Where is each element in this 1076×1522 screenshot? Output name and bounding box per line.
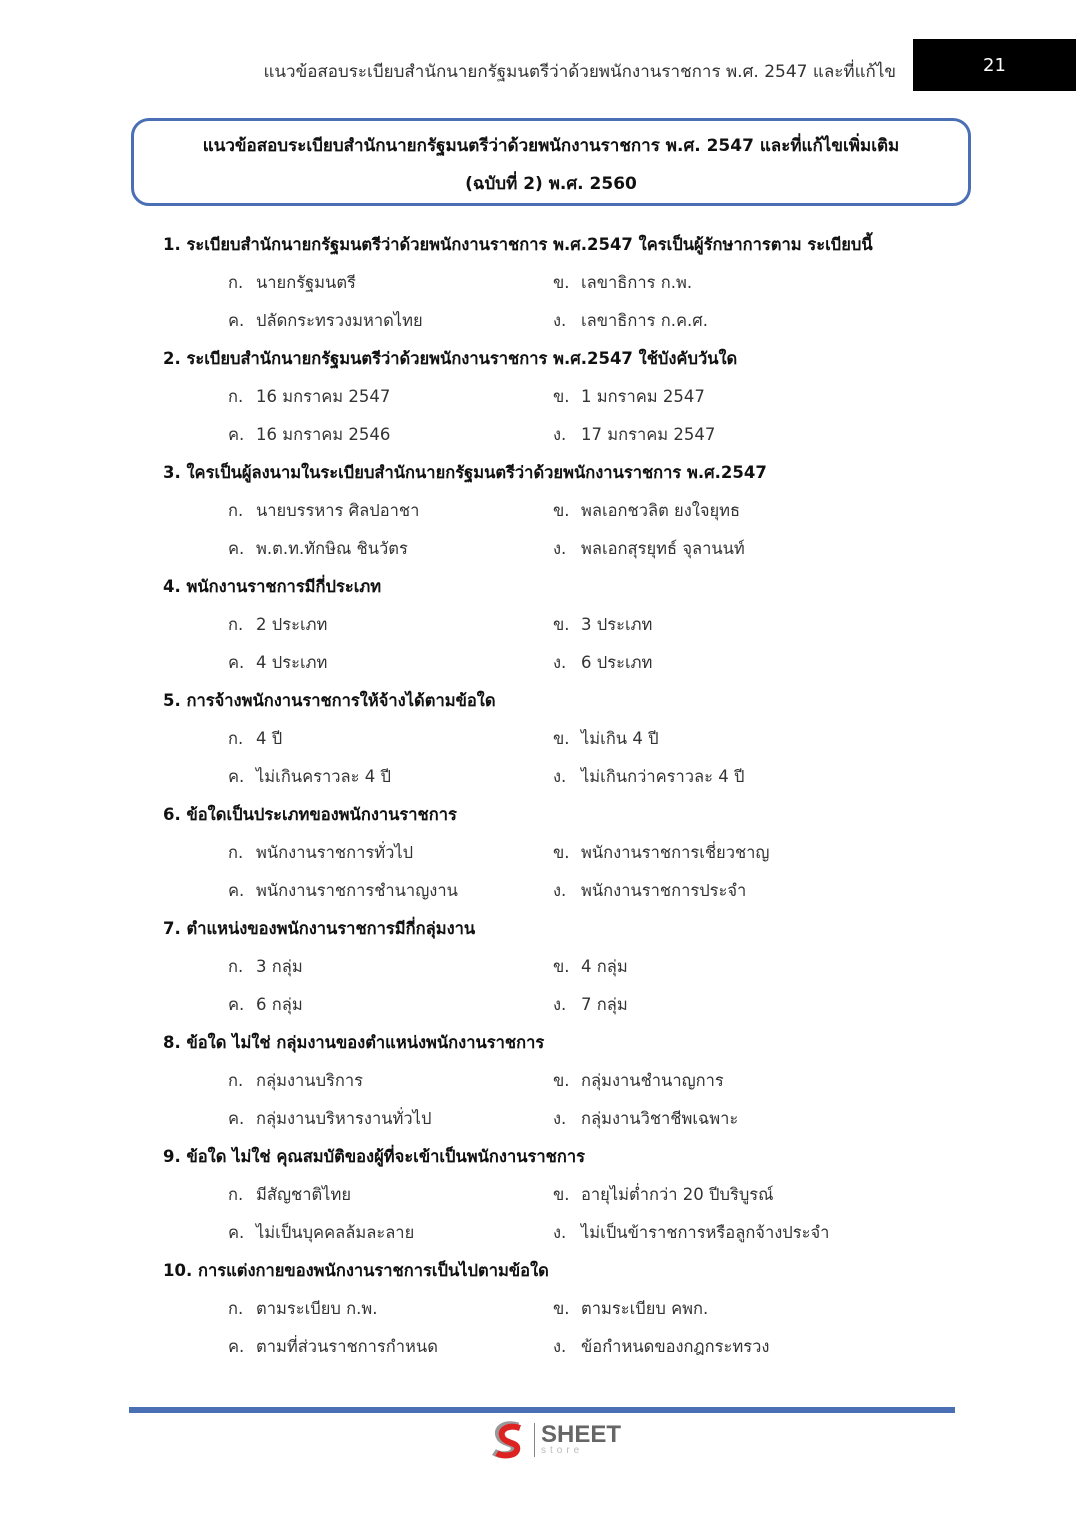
title-line-1: แนวข้อสอบระเบียบสำนักนายกรัฐมนตรีว่าด้วยพนักงานราชการ พ.ศ. 2547 และที่แก้ไขเพิ่มเติม	[202, 136, 900, 156]
answer-option	[228, 422, 390, 448]
running-header: แนวข้อสอบระเบียบสำนักนายกรัฐมนตรีว่าด้วยพนักงานราชการ พ.ศ. 2547 และที่แก้ไข	[263, 62, 896, 82]
option-text: ปลัดกระทรวงมหาดไทย	[256, 311, 423, 330]
answer-option	[553, 878, 746, 904]
option-text: นายบรรหาร ศิลปอาชา	[256, 501, 420, 520]
option-label: ข.	[553, 273, 570, 292]
answer-option	[553, 1106, 738, 1132]
answer-option	[228, 954, 303, 980]
logo-sub: store	[541, 1445, 584, 1456]
question-text: 3. ใครเป็นผู้ลงนามในระเบียบสำนักนายกรัฐมนตรีว่าด้วยพนักงานราชการ พ.ศ.2547	[163, 463, 767, 482]
question-text: 1. ระเบียบสำนักนายกรัฐมนตรีว่าด้วยพนักงานราชการ พ.ศ.2547 ใครเป็นผู้รักษาการตาม ระเบียบนี้	[163, 235, 873, 254]
answer-option	[228, 650, 327, 676]
option-label: ก.	[228, 1071, 244, 1090]
option-text: อายุไม่ต่ำกว่า 20 ปีบริบูรณ์	[581, 1185, 774, 1204]
question-item	[0, 682, 1076, 796]
question-item	[0, 454, 1076, 568]
logo-word: SHEET	[541, 1421, 622, 1448]
option-label: ค.	[228, 653, 245, 672]
page-number: 21	[913, 39, 1076, 91]
answer-option	[553, 612, 652, 638]
answer-option	[553, 1068, 724, 1094]
option-text: กลุ่มงานชำนาญการ	[581, 1071, 724, 1090]
answer-option	[228, 270, 356, 296]
question-text: 10. การแต่งกายของพนักงานราชการเป็นไปตามข้อใด	[163, 1261, 549, 1280]
option-text: ตามระเบียบ คพก.	[581, 1299, 709, 1318]
answer-option	[553, 270, 692, 296]
option-label: ก.	[228, 615, 244, 634]
option-text: กลุ่มงานบริหารงานทั่วไป	[256, 1109, 432, 1128]
answer-option	[228, 878, 458, 904]
option-label: ก.	[228, 729, 244, 748]
option-text: มีสัญชาติไทย	[256, 1185, 352, 1204]
option-label: ง.	[553, 425, 567, 444]
option-label: ค.	[228, 1337, 245, 1356]
option-text: กลุ่มงานบริการ	[256, 1071, 364, 1090]
option-label: ง.	[553, 539, 567, 558]
option-label: ข.	[553, 1071, 570, 1090]
answer-option	[553, 384, 705, 410]
option-label: ง.	[553, 311, 567, 330]
option-text: 4 กลุ่ม	[581, 957, 628, 976]
answer-option	[553, 726, 659, 752]
answer-option	[553, 1182, 773, 1208]
answer-option	[553, 764, 744, 790]
option-text: 16 มกราคม 2546	[256, 425, 391, 444]
logo-s-icon	[488, 1420, 528, 1460]
answer-option	[228, 764, 391, 790]
question-item	[0, 1252, 1076, 1366]
option-label: ข.	[553, 729, 570, 748]
option-label: ก.	[228, 387, 244, 406]
option-label: ง.	[553, 1223, 567, 1242]
question-item	[0, 796, 1076, 910]
answer-option	[228, 1182, 351, 1208]
option-label: ข.	[553, 1299, 570, 1318]
option-label: ก.	[228, 843, 244, 862]
question-item	[0, 226, 1076, 340]
option-label: ง.	[553, 1337, 567, 1356]
title-line-2: (ฉบับที่ 2) พ.ศ. 2560	[465, 174, 637, 194]
option-text: เลขาธิการ ก.ค.ศ.	[581, 311, 708, 330]
option-text: ไม่เกิน 4 ปี	[581, 729, 659, 748]
option-text: พลเอกสุรยุทธ์ จุลานนท์	[581, 539, 745, 558]
answer-option	[553, 422, 715, 448]
answer-option	[228, 840, 413, 866]
option-label: ข.	[553, 843, 570, 862]
question-text: 4. พนักงานราชการมีกี่ประเภท	[163, 577, 382, 596]
answer-option	[228, 308, 423, 334]
answer-option	[553, 308, 708, 334]
option-label: ก.	[228, 1299, 244, 1318]
option-text: 4 ประเภท	[256, 653, 328, 672]
option-text: พลเอกชวลิต ยงใจยุทธ	[581, 501, 741, 520]
option-text: พนักงานราชการเชี่ยวชาญ	[581, 843, 770, 862]
answer-option	[553, 1334, 769, 1360]
option-text: พ.ต.ท.ทักษิณ ชินวัตร	[256, 539, 408, 558]
answer-option	[228, 992, 303, 1018]
option-label: ค.	[228, 881, 245, 900]
footer-divider	[129, 1407, 955, 1413]
option-text: ไม่เป็นข้าราชการหรือลูกจ้างประจำ	[581, 1223, 830, 1242]
option-text: เลขาธิการ ก.พ.	[581, 273, 693, 292]
logo-separator	[534, 1423, 535, 1457]
option-label: ค.	[228, 1109, 245, 1128]
option-text: ข้อกำหนดของกฎกระทรวง	[581, 1337, 770, 1356]
answer-option	[228, 1334, 438, 1360]
option-label: ข.	[553, 501, 570, 520]
option-text: 6 ประเภท	[581, 653, 653, 672]
answer-option	[553, 954, 628, 980]
answer-option	[228, 612, 327, 638]
question-text: 8. ข้อใด ไม่ใช่ กลุ่มงานของตำแหน่งพนักงานราชการ	[163, 1033, 545, 1052]
option-label: ค.	[228, 311, 245, 330]
answer-option	[228, 1106, 431, 1132]
option-text: 4 ปี	[256, 729, 283, 748]
question-text: 6. ข้อใดเป็นประเภทของพนักงานราชการ	[163, 805, 457, 824]
option-label: ก.	[228, 273, 244, 292]
question-list	[0, 226, 1076, 1366]
option-text: 17 มกราคม 2547	[581, 425, 716, 444]
option-label: ค.	[228, 995, 245, 1014]
option-text: พนักงานราชการประจำ	[581, 881, 747, 900]
answer-option	[228, 1068, 363, 1094]
option-text: พนักงานราชการชำนาญงาน	[256, 881, 458, 900]
option-text: 16 มกราคม 2547	[256, 387, 391, 406]
option-label: ก.	[228, 501, 244, 520]
question-text: 9. ข้อใด ไม่ใช่ คุณสมบัติของผู้ที่จะเข้าเป็นพนักงานราชการ	[163, 1147, 585, 1166]
option-text: ไม่เป็นบุคคลล้มละลาย	[256, 1223, 415, 1242]
option-text: ไม่เกินคราวละ 4 ปี	[256, 767, 391, 786]
option-text: ตามระเบียบ ก.พ.	[256, 1299, 378, 1318]
answer-option	[553, 992, 628, 1018]
option-text: ตามที่ส่วนราชการกำหนด	[256, 1337, 438, 1356]
option-text: 3 ประเภท	[581, 615, 653, 634]
answer-option	[228, 1296, 377, 1322]
sheet-store-logo	[488, 1420, 621, 1460]
answer-option	[228, 384, 390, 410]
question-item	[0, 1138, 1076, 1252]
question-text: 2. ระเบียบสำนักนายกรัฐมนตรีว่าด้วยพนักงานราชการ พ.ศ.2547 ใช้บังคับวันใด	[163, 349, 738, 368]
option-label: ก.	[228, 1185, 244, 1204]
option-text: 3 กลุ่ม	[256, 957, 303, 976]
option-label: ง.	[553, 995, 567, 1014]
question-item	[0, 1024, 1076, 1138]
question-item	[0, 568, 1076, 682]
question-text: 5. การจ้างพนักงานราชการให้จ้างได้ตามข้อใด	[163, 691, 496, 710]
option-label: ข.	[553, 957, 570, 976]
option-text: 1 มกราคม 2547	[581, 387, 705, 406]
option-text: 6 กลุ่ม	[256, 995, 303, 1014]
answer-option	[228, 498, 419, 524]
option-label: ง.	[553, 881, 567, 900]
answer-option	[553, 840, 770, 866]
option-text: พนักงานราชการทั่วไป	[256, 843, 414, 862]
title-box	[131, 118, 971, 206]
question-item	[0, 910, 1076, 1024]
option-label: ค.	[228, 767, 245, 786]
option-label: ง.	[553, 767, 567, 786]
option-text: 7 กลุ่ม	[581, 995, 628, 1014]
answer-option	[228, 1220, 414, 1246]
answer-option	[553, 650, 652, 676]
option-label: ข.	[553, 1185, 570, 1204]
question-item	[0, 340, 1076, 454]
option-label: ง.	[553, 653, 567, 672]
option-label: ค.	[228, 425, 245, 444]
option-text: ไม่เกินกว่าคราวละ 4 ปี	[581, 767, 745, 786]
option-label: ก.	[228, 957, 244, 976]
option-label: ค.	[228, 539, 245, 558]
question-text: 7. ตำแหน่งของพนักงานราชการมีกี่กลุ่มงาน	[163, 919, 476, 938]
option-label: ค.	[228, 1223, 245, 1242]
answer-option	[228, 726, 282, 752]
answer-option	[553, 1296, 708, 1322]
answer-option	[553, 498, 740, 524]
option-label: ง.	[553, 1109, 567, 1128]
option-text: กลุ่มงานวิชาชีพเฉพาะ	[581, 1109, 739, 1128]
option-label: ข.	[553, 615, 570, 634]
option-text: 2 ประเภท	[256, 615, 328, 634]
option-label: ข.	[553, 387, 570, 406]
answer-option	[228, 536, 408, 562]
answer-option	[553, 536, 745, 562]
option-text: นายกรัฐมนตรี	[256, 273, 356, 292]
answer-option	[553, 1220, 829, 1246]
